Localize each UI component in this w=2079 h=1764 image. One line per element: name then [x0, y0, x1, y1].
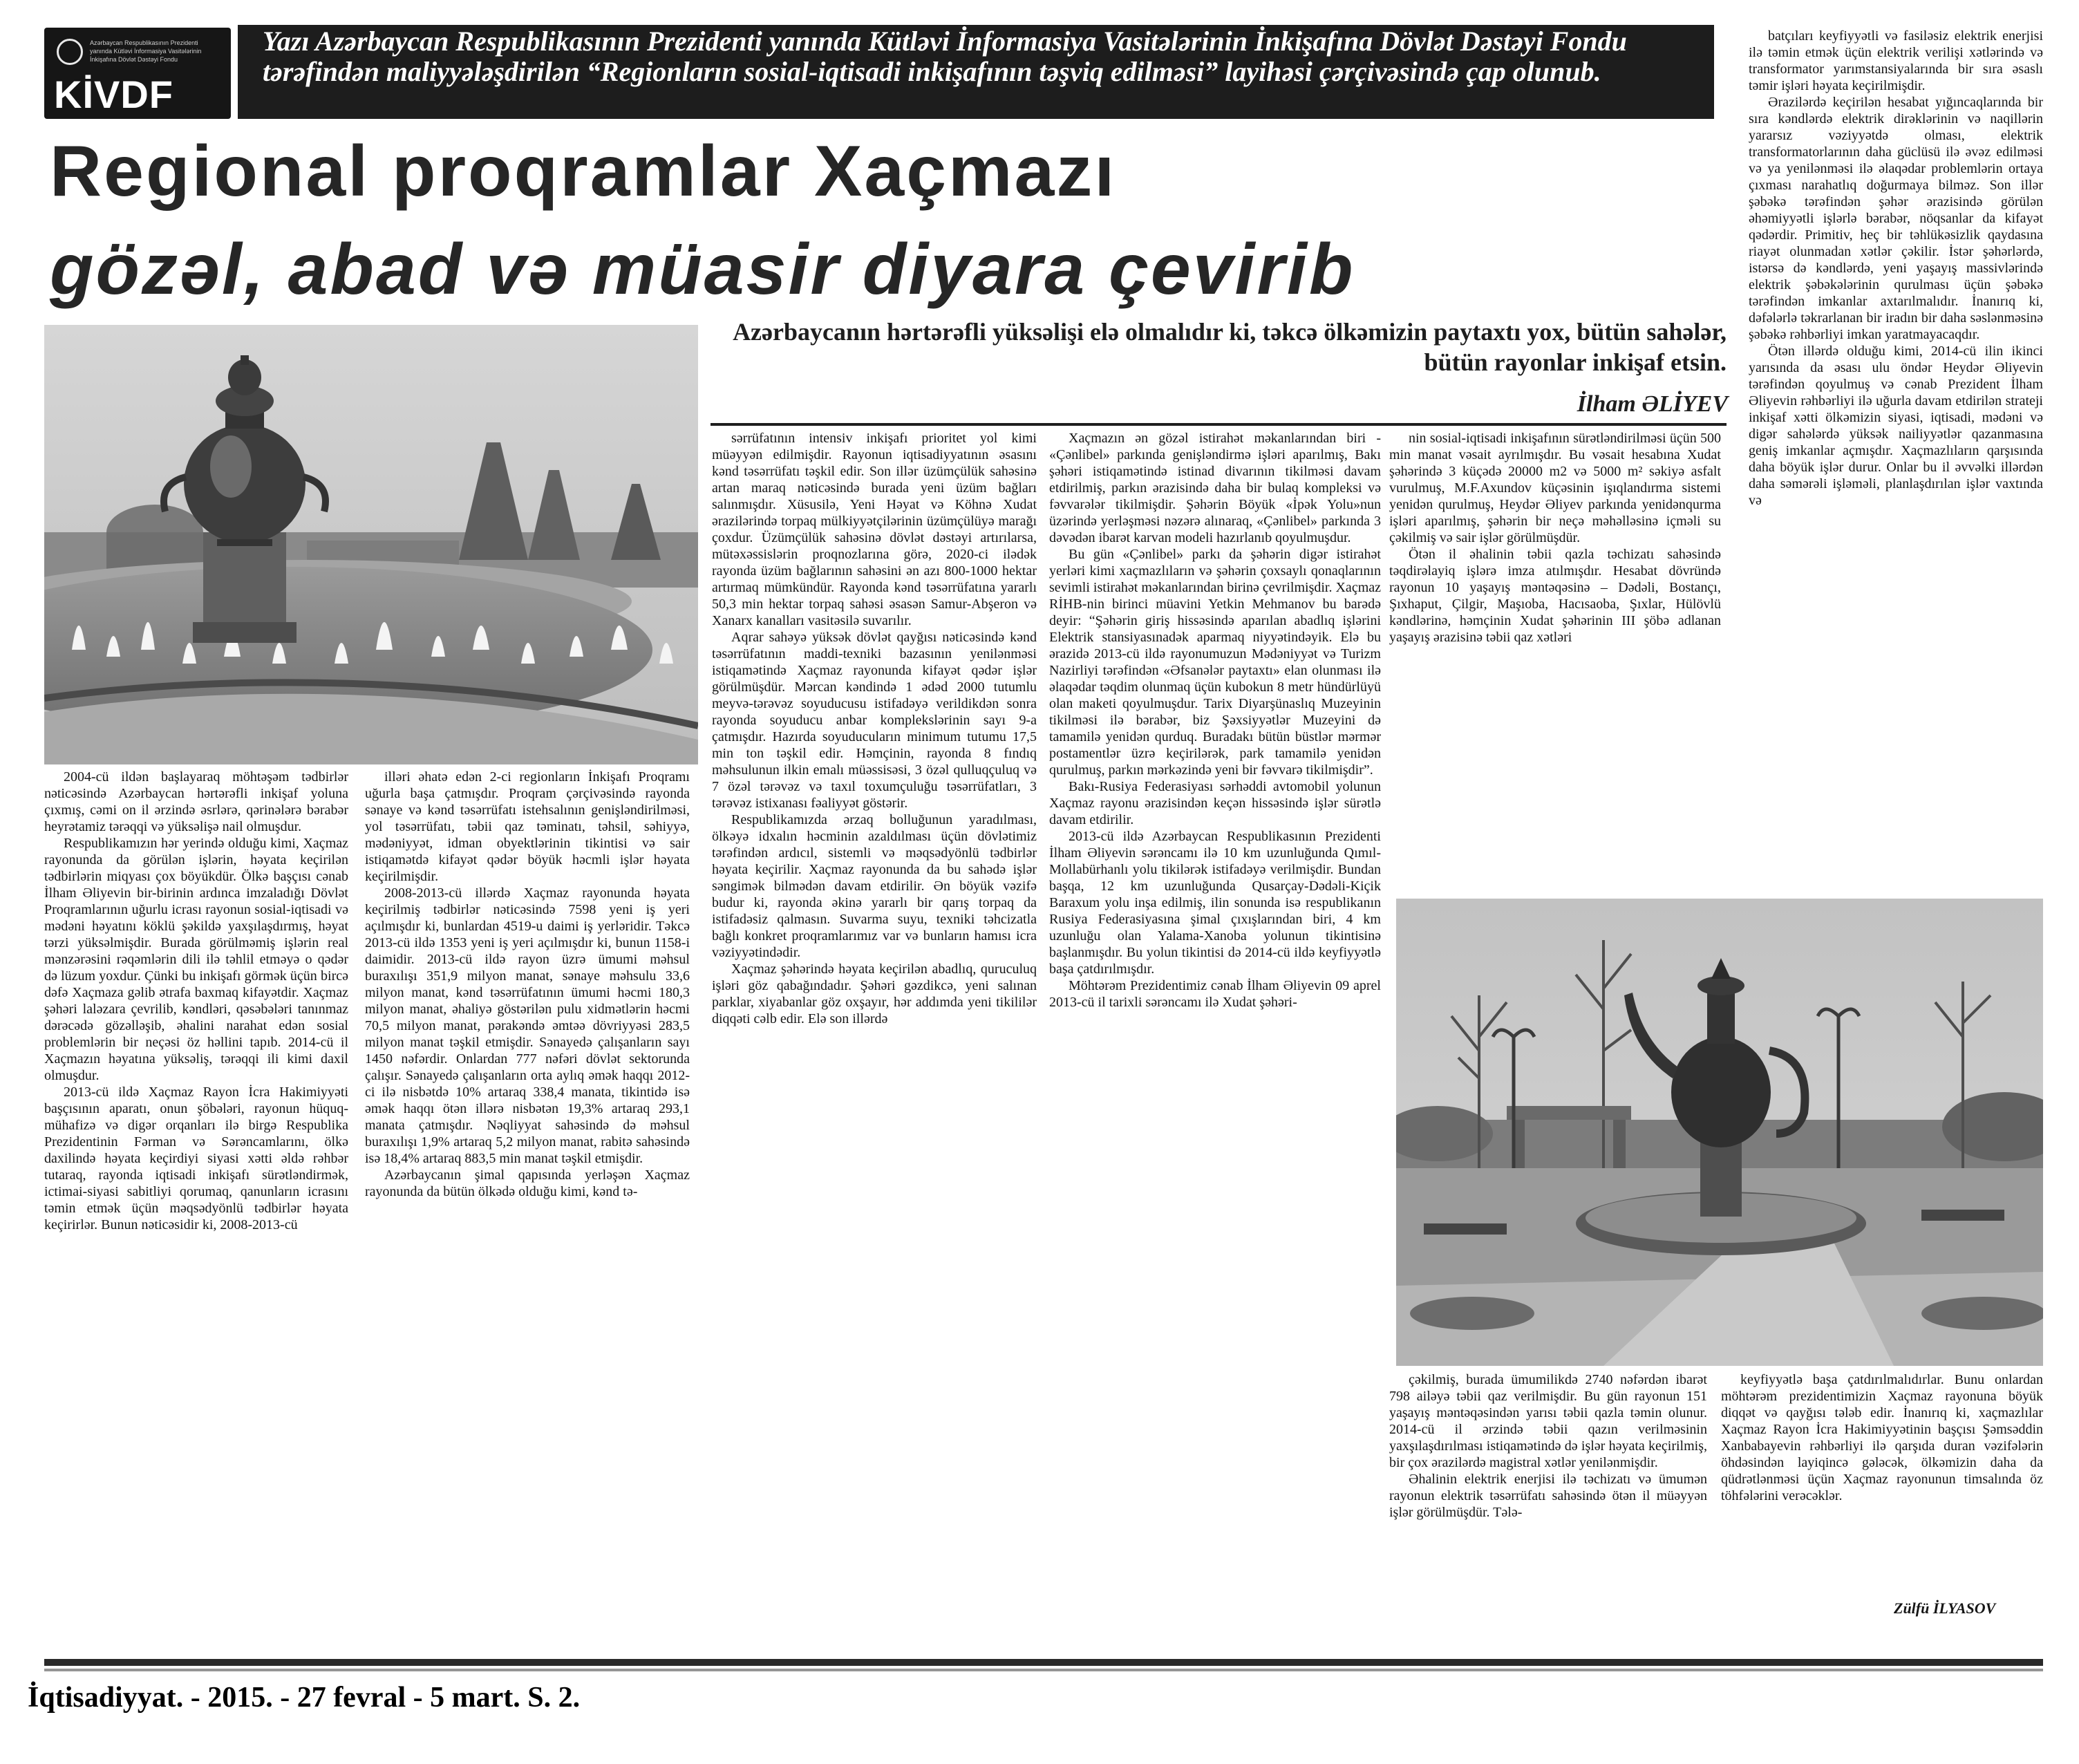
article-column-2 — [365, 769, 690, 1645]
article-column-6 — [1749, 28, 2043, 892]
paragraph: 2013-cü ildə Xaçmaz Rayon İcra Hakimiyyəti başçısının aparatı, onun şöbələri, rayonun hüquq-mühafizə və digər orqanları ilə birgə Respublika Prezidentinin Fərman və Sərəncamlarını, ölkə daxilində həyata keçirdiyi siyasi xətti əldə rəhbər tutaraq, rayonda iqtisadi inkişafı sürətləndirmək, ictimai-siyasi sabitliyi qorumaq, qanunların icrasını təmin etmək üçün məqsədyönlü tədbirlər həyata keçirirlər. Bunun nəticəsidir ki, 2008-2013-cü — [44, 1085, 348, 1232]
emblem-icon — [57, 39, 83, 65]
paragraph: 2008-2013-cü illərdə Xaçmaz rayonunda həyata keçirilmiş tədbirlər nəticəsində 7598 yeni iş yeri açılmışdır ki, bunlardan 4519-u daimi iş yerləridir. Təkcə 2013-cü ildə 1353 yeni iş yeri açılmışdır ki, bunun 1158-i daimidir. 2013-cü ildə rayon üzrə ümumi məhsul buraxılışı 351,9 milyon manat, sənaye məhsulu 33,6 milyon manat, kənd təsərrüfatının ümumi həcmi 180,3 milyon manat, əhaliyə göstərilən pulu xidmətlərin həcmi 70,5 milyon manat, pərakəndə əmtəə dövriyyəsi 283,5 milyon manat təşkil etmişdir. Sənayedə çalışanların sayı 1450 nəfərdir. Onlardan 777 nəfəri dövlət sektorunda çalışır. Sənayedə çalışanların orta aylıq əmək haqqı 2012-ci ilə nisbətdə 10% artaraq 338,4 manata, tikintidə isə əmək haqqı ötən illərə nisbətən 19,3% artaraq 293,1 manata çatmışdır. Nəqliyyat sahəsində də məhsul buraxılışı 1,9% artaraq 5,2 milyon manat, rabitə sahəsində isə 18,4% artaraq 883,5 min manat təşkil etmişdir. — [365, 885, 690, 1166]
article-column-5-continued — [1389, 1371, 1707, 1641]
paragraph: Aqrar sahəyə yüksək dövlət qayğısı nəticəsində kənd təsərrüfatının maddi-texniki bazasının yenilənməsi istiqamətində Xaçmaz rayonunda kifayət qədər işlər görülmüşdür. Mərcan kəndində 1 ədəd 2000 tutumlu meyvə-tərəvəz soyuducusu istifadəyə verildikdən sonra rayonda soyuducu anbar komplekslərinin sayı 9-a çatmışdır. Hazırda soyuducuların minimum tutumu 17,5 min ton təşkil edir. Həmçinin, rayonda 8 fındıq məhsulunun ilkin emalı müəssisəsi, 3 özəl qulluqçuluq və 7 özəl tərəvəz və taxıl toxumçuluğu təsərrüfatları, 3 tərəvəz istixanası fəaliyyət göstərir. — [712, 630, 1037, 811]
fountain-samovar-photo — [44, 325, 698, 764]
paragraph: çəkilmiş, burada ümumilikdə 2740 nəfərdən ibarət 798 ailəyə təbii qaz verilmişdir. Bu gün rayonun 151 yaşayış məntəqəsindən yarısı təbii qazla təmin olunur. 2014-cü il ərzində təbii qazın verilməsinin yaxşılaşdırılması istiqamətində də işlər həyata keçirilmiş, bir çox ərazilərdə magistral xətlər yenilənmişdir. — [1389, 1372, 1707, 1470]
paragraph: Ərazilərdə keçirilən hesabat yığıncaqlarında bir sıra kəndlərdə elektrik dirəklərinin və naqillərin yararsız vəziyyətdə olması, elektrik transformatorlarının daha güclüsü ilə əvəz edilməsi və ya yenilənməsi ilə əlaqədar problemlərin ortaya çıxması narahatlıq doğurmaya bilməz. Son illər şəbəkə tərəfindən şəhər ərazisində görülən əhəmiyyətli işlərlə bərabər, nöqsanlar da kifayət qədərdir. Primitiv, heç bir təhlükəsizlik qaydasına riayət olunmadan xətlər çəkilir. İstər şəhərlərdə, istərsə də kəndlərdə, yeni yaşayış massivlərində elektrik şəbəkələrinin qurulması üçün şəbəkə tərəfindən imkanlar axtarılmalıdır. İnanırıq ki, dəfələrlə təkrarlanan bir iradın bir daha səslənməsinə şəbəkə rəhbərliyi imkan yaratmayacaqdır. — [1749, 95, 2043, 342]
article-column-3 — [712, 430, 1037, 1640]
paragraph: Azərbaycanın şimal qapısında yerləşən Xaçmaz rayonunda da bütün ölkədə olduğu kimi, kənd tə- — [365, 1167, 690, 1199]
article-column-1 — [44, 769, 348, 1645]
paragraph: nin sosial-iqtisadi inkişafının sürətləndirilməsi üçün 500 min manat vəsait ayrılmışdır. Bu vəsait hesabına Xudat şəhərində 3 küçədə 20000 m2 və 5000 m² səkiyə asfalt vurulmuş, M.F.Axundov küçəsinin işıqlandırma sistemi yenidən qurulmuş, Heydər Əliyev parkında yenidənqurma işləri aparılmış, şəhərin bir neçə məhəlləsinə içməli su çəkilmiş və sair işlər görülmüşdür. — [1389, 431, 1721, 545]
logo-name: KİVDF — [54, 73, 173, 116]
paragraph: Respublikamızın hər yerində olduğu kimi, Xaçmaz rayonunda da görülən işlərin, həyata keçirilən tədbirlərin miqyası çox böyükdür. Ölkə başçısı cənab İlham Əliyevin bir-birinin ardınca imzaladığı Dövlət Proqramlarının uğurlu icrası rayonun sosial-iqtisadi və mədəni həyatını köklü şəkildə yaxşılaşdırmış, həyat tərzi yüksəlmişdir. Burada görülməmiş işlərin real mənzərəsini rəqəmlərin dili ilə təhlil etməyə o qədər də lüzum yoxdur. Çünki bu inkişafı görmək üçün bircə dəfə Xaçmaza gəlib ətrafa baxmaq kifayətdir. Xaçmaz şəhəri laləzara çevrilib, kəndləri, qəsəbələri tanınmaz dərəcədə gözəlləşib, əhalini narahat edən sosial problemlərin bir neçəsi öz həllini tapıb. 2014-cü il Xaçmazın həyatına yüksəliş, tərəqqi ili kimi daxil olmuşdur. — [44, 836, 348, 1083]
paragraph: 2004-cü ildən başlayaraq möhtəşəm tədbirlər nəticəsində Azərbaycan hərtərəfli inkişaf yoluna çıxmış, cəmi on il ərzində əsrlərə, qərinələrə bərabər heyrətamiz tərəqqi və yüksəlişə nail olmuşdur. — [44, 769, 348, 834]
quote-divider — [711, 423, 1727, 426]
footer-divider-thin — [44, 1669, 2043, 1671]
paragraph: Xaçmazın ən gözəl istirahət məkanlarından biri - «Çənlibel» parkında genişləndirmə işləri aparılmış, Bakı şəhəri istiqamətində istinad divarının tikilməsi davam etdirilmiş, parkın ərazisində daha bir bulaq kompleksi və fəvvarələr tikilmişdir. Şəhərin Böyük «İpək Yolu»nun üzərində yerləşməsi nəzərə alınaraq, «Çənlibel» parkında 3 dəvədən ibarət karvan modeli hazırlanıb qoyulmuşdur. — [1049, 431, 1381, 545]
article-column-4 — [1049, 430, 1381, 1640]
author-signature: Zülfü İLYASOV — [1894, 1599, 1996, 1617]
kivdf-logo — [44, 28, 231, 119]
article-column-5 — [1389, 430, 1721, 886]
source-citation: İqtisadiyyat. - 2015. - 27 fevral - 5 mart. S. 2. — [28, 1682, 581, 1714]
paragraph: Möhtərəm Prezidentimiz cənab İlham Əliyevin 09 aprel 2013-cü il tarixli sərəncamı ilə Xudat şəhəri- — [1049, 978, 1381, 1010]
paragraph: 2013-cü ildə Azərbaycan Respublikasının Prezidenti İlham Əliyevin sərəncamı ilə 10 km uzunluğunda Qımıl-Mollabürhanlı yolu tikilərək istifadəyə verilmişdir. Bundan başqa, 12 km uzunluğunda Qusarçay-Dədəli-Kiçik Baraxum yolu inşa edilmiş, ilin sonunda isə respublikanın Rusiya Federasiyasına şimal çıxışlarından biri, 4 km uzunluğu olan Yalama-Xanoba yolunun tikintisinə başlanmışdır. Bu yolun tikintisi də 2014-cü ildə keyfiyyətlə başa çatdırılmışdır. — [1049, 829, 1381, 977]
paragraph: Ötən illərdə olduğu kimi, 2014-cü ilin ikinci yarısında da əsası ulu öndər Heydər Əliyevin tərəfindən qoyulmuş və cənab Prezident İlham Əliyevin rəhbərliyi ilə uğurla davam etdirilən strateji inkişaf xətti ölkəmizin siyasi, iqtisadi, mədəni və digər sahələrdə yüksək nailiyyətlər qazanmasına geniş imkanlar açmışdır. Xaçmazlıların qarşısında daha böyük işlər durur. Onlar bu il əvvəlki illərdən daha səmərəli işləməli, planlaşdırılan işlər vaxtında və — [1749, 344, 2043, 508]
paragraph: Respublikamızda ərzaq bolluğunun yaradılması, ölkəyə idxalın həcminin azaldılması üçün dövlətimiz tərəfindən ardıcıl, sistemli və məqsədyönlü tədbirlər həyata keçirilir. Xaçmaz rayonunda da bu sahədə işlər səngimək bilmədən davam etdirilir. Ən böyük vəzifə budur ki, rayonda əkinə yararlı bir qarış torpaq da istifadəsiz qalmasın. Suvarma suyu, texniki təhcizatla bağlı konkret proqramlarımız var və bunların hamısı icra vəziyyətindədir. — [712, 812, 1037, 960]
epigraph-author: İlham ƏLİYEV — [1577, 391, 1728, 417]
park-jug-fountain-photo — [1396, 899, 2043, 1366]
epigraph-quote: Azərbaycanın hərtərəfli yüksəlişi elə olmalıdır ki, təkcə ölkəmizin paytaxtı yox, bütün sahələr, bütün rayonlar inkişaf etsin. — [733, 318, 1727, 376]
paragraph: batçıları keyfiyyətli və fasiləsiz elektrik enerjisi ilə təmin etmək üçün elektrik verilişi xətlərində və transformator yarımstansiyalarında bir sıra əsaslı təmir işləri həyata keçirilmişdir. — [1749, 28, 2043, 93]
paragraph: Əhalinin elektrik enerjisi ilə təchizatı və ümumən rayonun elektrik təsərrüfatı sahəsində ötən il müəyyən işlər görülmüşdür. Tələ- — [1389, 1472, 1707, 1520]
paragraph: keyfiyyətlə başa çatdırılmalıdırlar. Bunu onlardan möhtərəm prezidentimizin Xaçmaz rayonuna böyük diqqət və qayğısı tələb edir. İnanırıq ki, xaçmazlılar Xaçmaz Rayon İcra Hakimiyyətinin başçısı Şəmsəddin Xanbabayevin rəhbərliyi ilə qarşıda duran vəzifələrin öhdəsindən layiqincə gələcək, ölkəmizin daha da qüdrətlənməsi üçün Xaçmaz rayonunun timsalında öz töhfələrini verəcəklər. — [1721, 1372, 2043, 1503]
footer-divider — [44, 1659, 2043, 1666]
paragraph: Bu gün «Çənlibel» parkı da şəhərin digər istirahət yerləri kimi xaçmazlıların və şəhərin çoxsaylı qonaqlarının sevimli istirahət məkanlarından birinə çevrilmişdir. Xaçmaz RİHB-nin birinci müavini Yetkin Mehmanov bu barədə deyir: “Şəhərin giriş hissəsində aparılan abadlıq işlərini Elektrik stansiyasınadək aparmaq niyyətindəyik. Elə bu ərazidə 2013-cü ildə rayonumuzun Mədəniyyət və Turizm Nazirliyi tərəfindən «Əfsanələr paytaxtı» elan olunması ilə əlaqədar təqdim olunmaq üçün kubokun 8 metr hündürlüyü olan maketi qoyulmuşdur. Tarix Diyarşünaslıq Muzeyinin tikilməsi ilə bərabər, biz Şəxsiyyətlər Muzeyini də tamamilə yenidən qurduq. Buradakı bütün büstlər mərmər postamentlər üzrə keçirilərək, park tamamilə yenidən qurulmuş, parkın mərkəzində yeni bir fəvvarə tikilmişdir”. — [1049, 547, 1381, 778]
paragraph: sərrüfatının intensiv inkişafı prioritet yol kimi müəyyən edilmişdir. Rayonun iqtisadiyyatının əsasını kənd təsərrüfatı təşkil edir. Son illər üzümçülük sahəsinə artan maraq nəticəsində burada yeni üzüm bağları salınmışdır. Xüsusilə, Yeni Həyat və Köhnə Xudat ərazilərində torpaq mülkiyyətçilərinin üzümçülüyə marağı çoxdur. Üzümçülük sahəsinə dövlət dəstəyi artırılarsa, mütəxəssislərin proqnozlarına görə, 2020-ci ilədək rayonda üzüm bağlarının sahəsini ən azı 800-1000 hektar artırmaq mümkündür. Rayonda kənd təsərrüfatına yararlı 50,3 min hektar torpaq sahəsi əsasən Samur-Abşeron və Xanarx kanalları vasitəsilə suvarılır. — [712, 431, 1037, 628]
paragraph: Ötən il əhalinin təbii qazla təchizatı sahəsində təqdirəlayiq işlərə imza atılmışdır. Hesabat dövründə rayonun 10 yaşayış məntəqəsinə – Dədəli, Bostançı, Şıxhaput, Çilgir, Maşıoba, Hacısaoba, Şıxlar, Hülövlü kəndlərinə, həmçinin Xudat şəhərinin III şöbə adlanan yaşayış ərazisinə təbii qaz xətləri — [1389, 547, 1721, 645]
paragraph: Bakı-Rusiya Federasiyası sərhəddi avtomobil yolunun Xaçmaz rayonu ərazisindən keçən hissəsində işlər sürətlə davam etdirilir. — [1049, 779, 1381, 827]
logo-emblem-text: Azərbaycan Respublikasının Prezidenti yanında Kütləvi İnformasiya Vasitələrinin İnkişafına Dövlət Dəstəyi Fondu — [90, 39, 202, 63]
paragraph: Xaçmaz şəhərində həyata keçirilən abadlıq, quruculuq işləri göz qabağındadır. Şəhəri gəzdikcə, yeni salınan parklar, xiyabanlar göz oxşayır, hər addımda yeni tikililər diqqəti cəlb edir. Elə son illərdə — [712, 961, 1037, 1026]
paragraph: illəri əhatə edən 2-ci regionların İnkişafı Proqramı uğurla başa çatmışdır. Proqram çərçivəsində rayonda sənaye və kənd təsərrüfatı istehsalının genişləndirilməsi, yol təsərrüfatı, təbii qaz təminatı, təhsil, səhiyyə, mədəniyyət, idman obyektlərinin tikintisi və sair istiqamətdə kifayət qədər böyük həcmli işlər həyata keçirilmişdir. — [365, 769, 690, 884]
headline-line-2: gözəl, abad və müasir diyara çevirib — [50, 229, 1355, 310]
headline-line-1: Regional proqramlar Xaçmazı — [50, 131, 1117, 212]
sponsor-banner: Yazı Azərbaycan Respublikasının Prezidenti yanında Kütləvi İnformasiya Vasitələrinin İnkişafına Dövlət Dəstəyi Fondu tərəfindən maliyyələşdirilən “Regionların sosial-iqtisadi inkişafının təşviq edilməsi” layihəsi çərçivəsində çap olunub. — [238, 25, 1714, 119]
